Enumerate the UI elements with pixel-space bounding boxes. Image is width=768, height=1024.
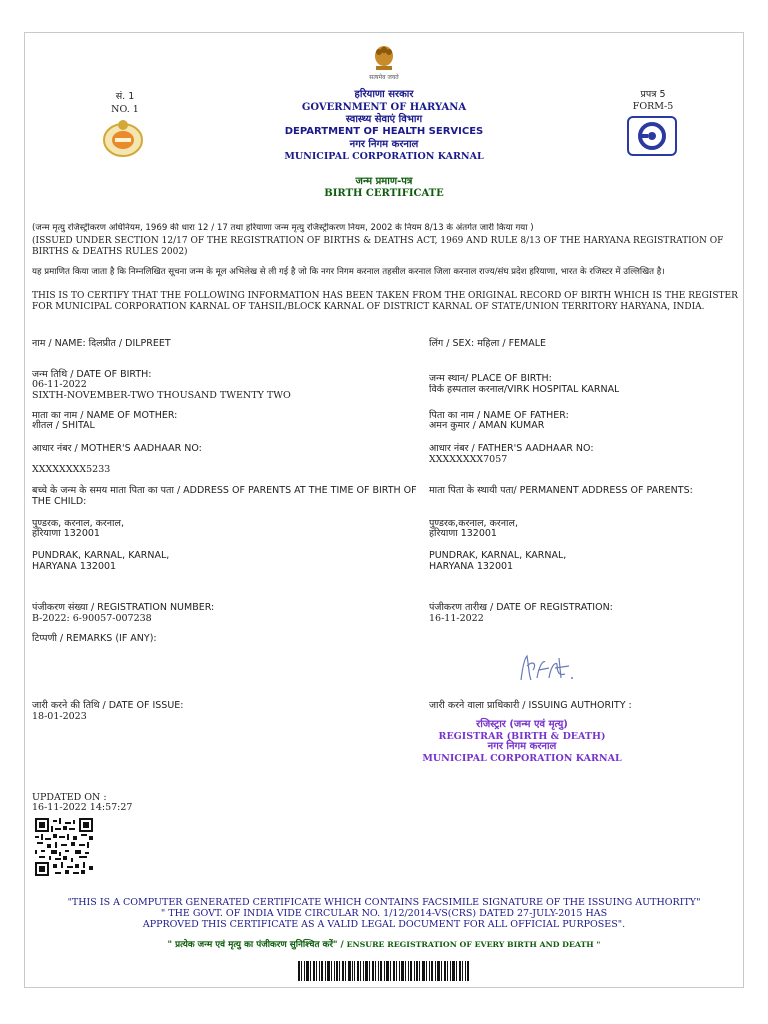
birth-address-hi-1: पुण्डरक, करनाल, करनाल, xyxy=(32,518,124,529)
registration-number-value: B-2022: 6-90057-007238 xyxy=(32,613,152,624)
registrar-signature xyxy=(515,650,577,686)
barcode xyxy=(298,961,470,981)
registration-number-label: पंजीकरण संख्या / REGISTRATION NUMBER: xyxy=(32,602,215,613)
pob-label: जन्म स्थान/ PLACE OF BIRTH: xyxy=(429,373,552,384)
permanent-address-en-1: PUNDRAK, KARNAL, KARNAL, xyxy=(429,550,567,561)
issued-under-hi: (जन्म मृत्यु रजिस्ट्रीकरण अधिनियम, 1969 की धारा 12 / 17 तथा हरियाणा जन्म मृत्यु रजिस्ट्रीकरण नियम, 2002 के नियम 8/13 के अंतर्गत जारी किया गया ) xyxy=(32,223,534,233)
permanent-address-en-2: HARYANA 132001 xyxy=(429,561,514,572)
birth-address-en-1: PUNDRAK, KARNAL, KARNAL, xyxy=(32,550,170,561)
permanent-address-hi-2: हरियाणा 132001 xyxy=(429,528,497,539)
mother-aadhaar-value: XXXXXXXX5233 xyxy=(32,464,111,475)
department-name-en: DEPARTMENT OF HEALTH SERVICES xyxy=(284,126,484,137)
registrar-corp-en: MUNICIPAL CORPORATION KARNAL xyxy=(422,753,622,764)
footer-note-2: " THE GOVT. OF INDIA VIDE CIRCULAR NO. 1/12/2014-VS(CRS) DATED 27-JULY-2015 HAS xyxy=(160,908,608,919)
issuing-authority-label: जारी करने वाला प्राधिकारी / ISSUING AUTHORITY : xyxy=(429,700,632,711)
updated-on-label: UPDATED ON : xyxy=(32,792,107,803)
name-field: नाम / NAME: दिलप्रीत / DILPREET xyxy=(32,338,171,349)
permanent-address-label: माता पिता के स्थायी पता/ PERMANENT ADDRESS OF PARENTS: xyxy=(429,485,693,496)
form-number-en: FORM-5 xyxy=(632,101,674,112)
registration-date-label: पंजीकरण तारीख / DATE OF REGISTRATION: xyxy=(429,602,613,613)
sex-field: लिंग / SEX: महिला / FEMALE xyxy=(429,338,547,349)
emblem-motto: सत्यमेव जयते xyxy=(369,74,399,81)
department-name-hi: स्वास्थ्य सेवाएं विभाग xyxy=(345,114,423,125)
certify-hi: यह प्रमाणित किया जाता है कि निम्नलिखित सूचना जन्म के मूल अभिलेख से ली गई है जो कि नगर निगम करनाल तहसील करनाल जिला करनाल राज्य/संघ प्रदेश हरियाणा, भारत के रजिस्टर में उल्लिखित है। xyxy=(32,267,665,277)
footer-slogan-en: ENSURE REGISTRATION OF EVERY BIRTH AND DEATH " xyxy=(346,940,601,949)
registration-date-value: 16-11-2022 xyxy=(429,613,484,624)
mother-name-value: शीतल / SHITAL xyxy=(32,420,95,431)
pob-value: विर्क हस्पताल करनाल/VIRK HOSPITAL KARNAL xyxy=(429,384,620,395)
updated-on-value: 16-11-2022 14:57:27 xyxy=(32,802,133,813)
father-name-label: पिता का नाम / NAME OF FATHER: xyxy=(429,410,569,421)
national-emblem-icon xyxy=(370,42,398,74)
father-aadhaar-label: आधार नंबर / FATHER'S AADHAAR NO: xyxy=(429,443,594,454)
registrar-title-en: REGISTRAR (BIRTH & DEATH) xyxy=(438,731,606,742)
crs-logo-icon xyxy=(627,116,677,156)
registrar-corp-hi: नगर निगम करनाल xyxy=(487,741,557,752)
birth-address-label: बच्चे के जन्म के समय माता पिता का पता / ADDRESS OF PARENTS AT THE TIME OF BIRTH OF THE CHILD: xyxy=(32,485,417,507)
father-aadhaar-value: XXXXXXXX7057 xyxy=(429,454,508,465)
dob-value: 06-11-2022 xyxy=(32,379,87,390)
remarks-label: टिप्पणी / REMARKS (IF ANY): xyxy=(32,633,157,644)
dob-label: जन्म तिथि / DATE OF BIRTH: xyxy=(32,369,152,380)
footer-note-1: "THIS IS A COMPUTER GENERATED CERTIFICATE WHICH CONTAINS FACSIMILE SIGNATURE OF THE ISSUING AUTHORITY" xyxy=(67,897,701,908)
issue-date-value: 18-01-2023 xyxy=(32,711,87,722)
haryana-seal-icon xyxy=(102,118,144,158)
state-name-hi: हरियाणा सरकार xyxy=(354,89,414,100)
footer-slogan-hi: " प्रत्येक जन्म एवं मृत्यु का पंजीकरण सुनिश्चित करें" / xyxy=(167,940,344,950)
registrar-title-hi: रजिस्ट्रार (जन्म एवं मृत्यु) xyxy=(476,719,568,730)
certify-en: THIS IS TO CERTIFY THAT THE FOLLOWING INFORMATION HAS BEEN TAKEN FROM THE ORIGINAL RECORD OF BIRTH WHICH IS THE REGISTER FOR MUNICIPAL CORPORATION KARNAL OF TAHSIL/BLOCK KARNAL OF DISTRICT KARNAL OF STATE/UNION TERRITORY HARYANA, INDIA. xyxy=(32,291,738,312)
certificate-title-en: BIRTH CERTIFICATE xyxy=(324,188,444,199)
father-name-value: अमन कुमार / AMAN KUMAR xyxy=(429,420,545,431)
mother-name-label: माता का नाम / NAME OF MOTHER: xyxy=(32,410,178,421)
corporation-name-en: MUNICIPAL CORPORATION KARNAL xyxy=(284,151,484,162)
corporation-name-hi: नगर निगम करनाल xyxy=(349,139,419,150)
form-number-hi: प्रपत्र 5 xyxy=(640,89,666,100)
serial-number-en: NO. 1 xyxy=(111,104,139,115)
qr-code xyxy=(35,818,93,876)
birth-address-hi-2: हरियाणा 132001 xyxy=(32,528,100,539)
permanent-address-hi-1: पुण्डरक,करनाल, करनाल, xyxy=(429,518,518,529)
issue-date-label: जारी करने की तिथि / DATE OF ISSUE: xyxy=(32,700,184,711)
footer-slogan xyxy=(32,939,736,951)
certificate-title-hi: जन्म प्रमाण-पत्र xyxy=(355,176,413,187)
footer-note-3: APPROVED THIS CERTIFICATE AS A VALID LEGAL DOCUMENT FOR ALL OFFICIAL PURPOSES". xyxy=(142,919,626,930)
mother-aadhaar-label: आधार नंबर / MOTHER'S AADHAAR NO: xyxy=(32,443,202,454)
birth-address-en-2: HARYANA 132001 xyxy=(32,561,117,572)
issued-under-en: (ISSUED UNDER SECTION 12/17 OF THE REGISTRATION OF BIRTHS & DEATHS ACT, 1969 AND RULE 8/13 OF THE HARYANA REGISTRATION OF BIRTHS & DEATHS RULES 2002) xyxy=(32,236,724,257)
dob-words: SIXTH-NOVEMBER-TWO THOUSAND TWENTY TWO xyxy=(32,390,291,401)
state-name-en: GOVERNMENT OF HARYANA xyxy=(301,102,467,113)
serial-number-hi: सं. 1 xyxy=(115,91,135,102)
